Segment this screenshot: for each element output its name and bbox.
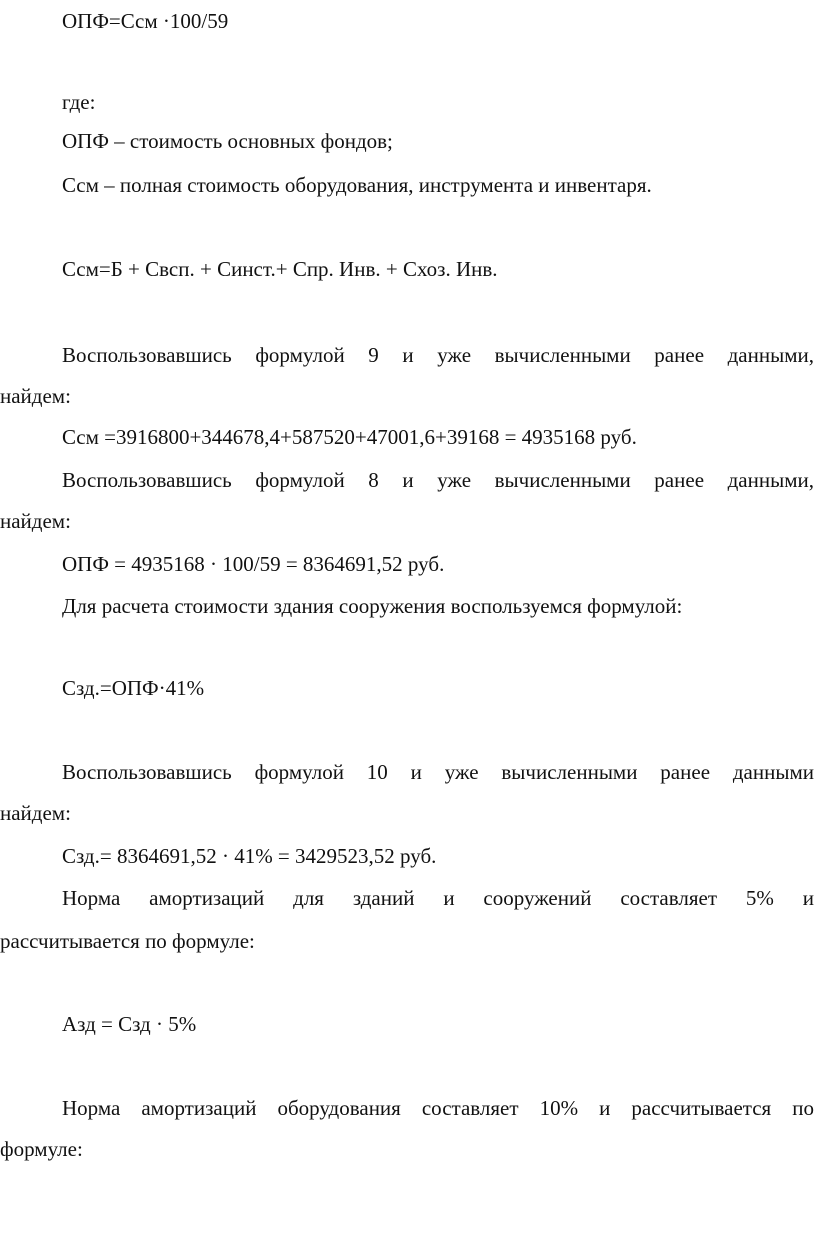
paragraph-line: найдем: bbox=[0, 509, 71, 533]
paragraph-line: Норма амортизаций для зданий и сооружений составляет 5% и bbox=[62, 886, 814, 910]
formula-azd: Азд = Сзд · 5% bbox=[62, 1012, 197, 1036]
calculation-szd: Сзд.= 8364691,52 · 41% = 3429523,52 руб. bbox=[62, 844, 437, 868]
formula-opf: ОПФ=Ссм ·100/59 bbox=[62, 9, 229, 33]
paragraph-line: Для расчета стоимости здания сооружения воспользуемся формулой: bbox=[62, 594, 683, 618]
paragraph-line: Воспользовавшись формулой 8 и уже вычисленными ранее данными, bbox=[62, 468, 814, 492]
paragraph-line: Норма амортизаций оборудования составляет 10% и рассчитывается по bbox=[62, 1096, 814, 1120]
paragraph-line: формуле: bbox=[0, 1137, 83, 1161]
calculation-opf: ОПФ = 4935168 · 100/59 = 8364691,52 руб. bbox=[62, 552, 445, 576]
where-label: где: bbox=[62, 90, 96, 114]
formula-ssm: Ссм=Б + Свсп. + Синст.+ Спр. Инв. + Схоз. Инв. bbox=[62, 257, 498, 281]
paragraph-line: найдем: bbox=[0, 801, 71, 825]
paragraph-line: Воспользовавшись формулой 9 и уже вычисленными ранее данными, bbox=[62, 343, 814, 367]
formula-szd: Сзд.=ОПФ·41% bbox=[62, 676, 205, 700]
paragraph-line: найдем: bbox=[0, 384, 71, 408]
calculation-ssm: Ссм =3916800+344678,4+587520+47001,6+39168 = 4935168 руб. bbox=[62, 425, 637, 449]
definition-ssm: Ссм – полная стоимость оборудования, инструмента и инвентаря. bbox=[62, 173, 652, 197]
paragraph-line: рассчитывается по формуле: bbox=[0, 929, 255, 953]
definition-opf: ОПФ – стоимость основных фондов; bbox=[62, 129, 393, 153]
paragraph-line: Воспользовавшись формулой 10 и уже вычисленными ранее данными bbox=[62, 760, 814, 784]
